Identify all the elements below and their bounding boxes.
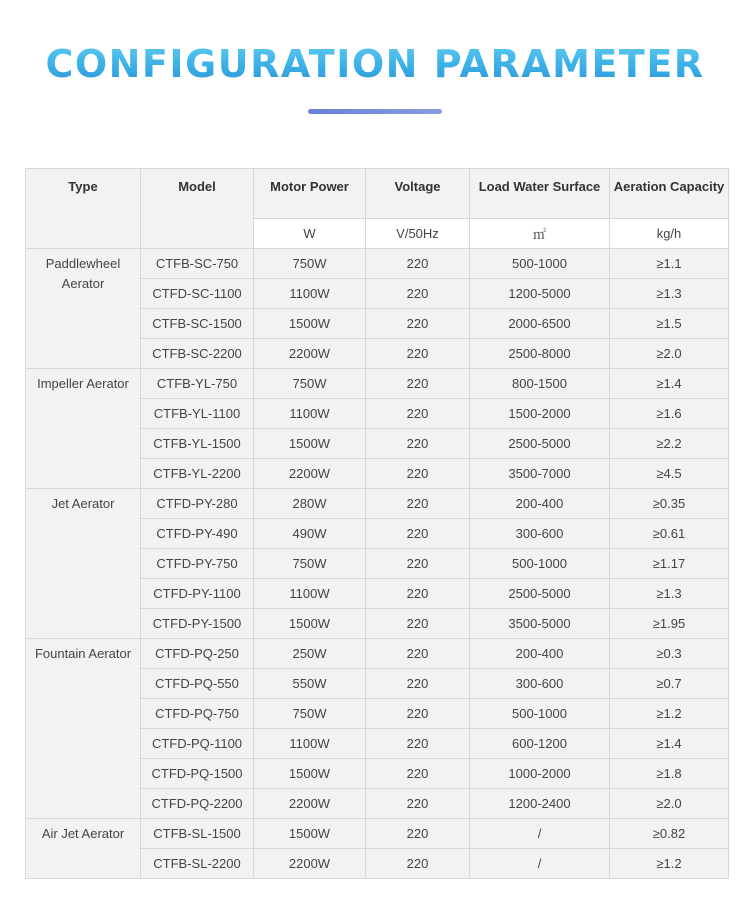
cell-voltage: 220 xyxy=(366,429,470,459)
cell-motor-power: 2200W xyxy=(254,849,366,879)
cell-model: CTFD-PQ-2200 xyxy=(141,789,254,819)
cell-load-water-surface: / xyxy=(470,819,610,849)
cell-model: CTFB-SC-2200 xyxy=(141,339,254,369)
cell-type: Impeller Aerator xyxy=(26,369,141,489)
cell-voltage: 220 xyxy=(366,339,470,369)
cell-motor-power: 1500W xyxy=(254,309,366,339)
table-row xyxy=(26,819,729,849)
cell-voltage: 220 xyxy=(366,789,470,819)
cell-aeration-capacity: ≥1.4 xyxy=(610,729,729,759)
cell-aeration-capacity: ≥0.7 xyxy=(610,669,729,699)
cell-load-water-surface: 300-600 xyxy=(470,519,610,549)
cell-motor-power: 280W xyxy=(254,489,366,519)
cell-motor-power: 1500W xyxy=(254,819,366,849)
cell-load-water-surface: 3500-7000 xyxy=(470,459,610,489)
table-row xyxy=(26,639,729,669)
header-voltage: Voltage xyxy=(366,169,470,219)
cell-voltage: 220 xyxy=(366,819,470,849)
cell-model: CTFD-PY-750 xyxy=(141,549,254,579)
cell-type: Fountain Aerator xyxy=(26,639,141,819)
cell-model: CTFD-PY-1500 xyxy=(141,609,254,639)
cell-model: CTFD-PY-1100 xyxy=(141,579,254,609)
page-title: CONFIGURATION PARAMETER xyxy=(0,38,750,90)
cell-type: Jet Aerator xyxy=(26,489,141,639)
cell-voltage: 220 xyxy=(366,399,470,429)
cell-voltage: 220 xyxy=(366,639,470,669)
unit-voltage: V/50Hz xyxy=(366,219,470,249)
cell-motor-power: 1500W xyxy=(254,759,366,789)
cell-aeration-capacity: ≥2.2 xyxy=(610,429,729,459)
cell-load-water-surface: 800-1500 xyxy=(470,369,610,399)
cell-motor-power: 1100W xyxy=(254,399,366,429)
cell-model: CTFD-PY-280 xyxy=(141,489,254,519)
cell-load-water-surface: 1500-2000 xyxy=(470,399,610,429)
cell-model: CTFD-PQ-250 xyxy=(141,639,254,669)
cell-load-water-surface: 2500-5000 xyxy=(470,579,610,609)
table-row xyxy=(26,489,729,519)
cell-load-water-surface: 500-1000 xyxy=(470,699,610,729)
cell-load-water-surface: 300-600 xyxy=(470,669,610,699)
cell-voltage: 220 xyxy=(366,699,470,729)
cell-motor-power: 750W xyxy=(254,699,366,729)
cell-voltage: 220 xyxy=(366,369,470,399)
cell-load-water-surface: / xyxy=(470,849,610,879)
cell-voltage: 220 xyxy=(366,459,470,489)
cell-load-water-surface: 500-1000 xyxy=(470,249,610,279)
cell-voltage: 220 xyxy=(366,579,470,609)
cell-model: CTFB-YL-1100 xyxy=(141,399,254,429)
table-body xyxy=(26,249,729,879)
cell-model: CTFB-SC-750 xyxy=(141,249,254,279)
cell-aeration-capacity: ≥1.8 xyxy=(610,759,729,789)
cell-model: CTFB-SC-1500 xyxy=(141,309,254,339)
cell-model: CTFB-YL-750 xyxy=(141,369,254,399)
cell-aeration-capacity: ≥0.61 xyxy=(610,519,729,549)
cell-aeration-capacity: ≥0.82 xyxy=(610,819,729,849)
cell-model: CTFB-SL-2200 xyxy=(141,849,254,879)
cell-motor-power: 750W xyxy=(254,249,366,279)
cell-motor-power: 1100W xyxy=(254,279,366,309)
cell-load-water-surface: 200-400 xyxy=(470,489,610,519)
cell-motor-power: 1500W xyxy=(254,609,366,639)
cell-motor-power: 490W xyxy=(254,519,366,549)
cell-motor-power: 750W xyxy=(254,549,366,579)
cell-load-water-surface: 3500-5000 xyxy=(470,609,610,639)
cell-type: Air Jet Aerator xyxy=(26,819,141,879)
cell-voltage: 220 xyxy=(366,549,470,579)
cell-motor-power: 750W xyxy=(254,369,366,399)
cell-load-water-surface: 1200-5000 xyxy=(470,279,610,309)
cell-aeration-capacity: ≥1.95 xyxy=(610,609,729,639)
cell-load-water-surface: 2500-8000 xyxy=(470,339,610,369)
table-row xyxy=(26,249,729,279)
cell-load-water-surface: 600-1200 xyxy=(470,729,610,759)
cell-load-water-surface: 1000-2000 xyxy=(470,759,610,789)
cell-aeration-capacity: ≥1.3 xyxy=(610,279,729,309)
cell-voltage: 220 xyxy=(366,759,470,789)
cell-voltage: 220 xyxy=(366,489,470,519)
cell-aeration-capacity: ≥1.5 xyxy=(610,309,729,339)
cell-voltage: 220 xyxy=(366,249,470,279)
cell-aeration-capacity: ≥1.3 xyxy=(610,579,729,609)
title-underline xyxy=(308,109,442,114)
cell-model: CTFB-YL-1500 xyxy=(141,429,254,459)
cell-model: CTFB-YL-2200 xyxy=(141,459,254,489)
cell-aeration-capacity: ≥2.0 xyxy=(610,789,729,819)
cell-voltage: 220 xyxy=(366,519,470,549)
cell-load-water-surface: 2000-6500 xyxy=(470,309,610,339)
cell-voltage: 220 xyxy=(366,609,470,639)
cell-voltage: 220 xyxy=(366,729,470,759)
cell-model: CTFB-SL-1500 xyxy=(141,819,254,849)
cell-aeration-capacity: ≥1.2 xyxy=(610,849,729,879)
cell-load-water-surface: 500-1000 xyxy=(470,549,610,579)
header-aeration-capacity: Aeration Capacity xyxy=(610,169,729,219)
cell-motor-power: 250W xyxy=(254,639,366,669)
table-row xyxy=(26,369,729,399)
cell-load-water-surface: 200-400 xyxy=(470,639,610,669)
cell-aeration-capacity: ≥1.1 xyxy=(610,249,729,279)
cell-model: CTFD-SC-1100 xyxy=(141,279,254,309)
unit-load-water-surface: ㎡ xyxy=(470,219,610,249)
cell-load-water-surface: 2500-5000 xyxy=(470,429,610,459)
cell-model: CTFD-PQ-750 xyxy=(141,699,254,729)
cell-type: Paddlewheel Aerator xyxy=(26,249,141,369)
header-motor-power: Motor Power xyxy=(254,169,366,219)
cell-voltage: 220 xyxy=(366,309,470,339)
unit-aeration-capacity: kg/h xyxy=(610,219,729,249)
cell-voltage: 220 xyxy=(366,849,470,879)
cell-aeration-capacity: ≥1.17 xyxy=(610,549,729,579)
cell-motor-power: 1100W xyxy=(254,579,366,609)
header-load-water-surface: Load Water Surface xyxy=(470,169,610,219)
cell-motor-power: 2200W xyxy=(254,339,366,369)
cell-aeration-capacity: ≥0.35 xyxy=(610,489,729,519)
cell-motor-power: 2200W xyxy=(254,459,366,489)
header-type: Type xyxy=(26,169,141,249)
cell-model: CTFD-PQ-550 xyxy=(141,669,254,699)
cell-load-water-surface: 1200-2400 xyxy=(470,789,610,819)
unit-motor-power: W xyxy=(254,219,366,249)
cell-model: CTFD-PQ-1500 xyxy=(141,759,254,789)
cell-aeration-capacity: ≥1.4 xyxy=(610,369,729,399)
cell-aeration-capacity: ≥0.3 xyxy=(610,639,729,669)
cell-aeration-capacity: ≥1.6 xyxy=(610,399,729,429)
cell-aeration-capacity: ≥4.5 xyxy=(610,459,729,489)
table-header xyxy=(26,169,729,249)
cell-model: CTFD-PQ-1100 xyxy=(141,729,254,759)
cell-motor-power: 1100W xyxy=(254,729,366,759)
cell-motor-power: 1500W xyxy=(254,429,366,459)
cell-model: CTFD-PY-490 xyxy=(141,519,254,549)
header-model: Model xyxy=(141,169,254,249)
cell-voltage: 220 xyxy=(366,669,470,699)
configuration-table xyxy=(25,168,729,879)
cell-voltage: 220 xyxy=(366,279,470,309)
cell-motor-power: 550W xyxy=(254,669,366,699)
cell-motor-power: 2200W xyxy=(254,789,366,819)
cell-aeration-capacity: ≥2.0 xyxy=(610,339,729,369)
cell-aeration-capacity: ≥1.2 xyxy=(610,699,729,729)
